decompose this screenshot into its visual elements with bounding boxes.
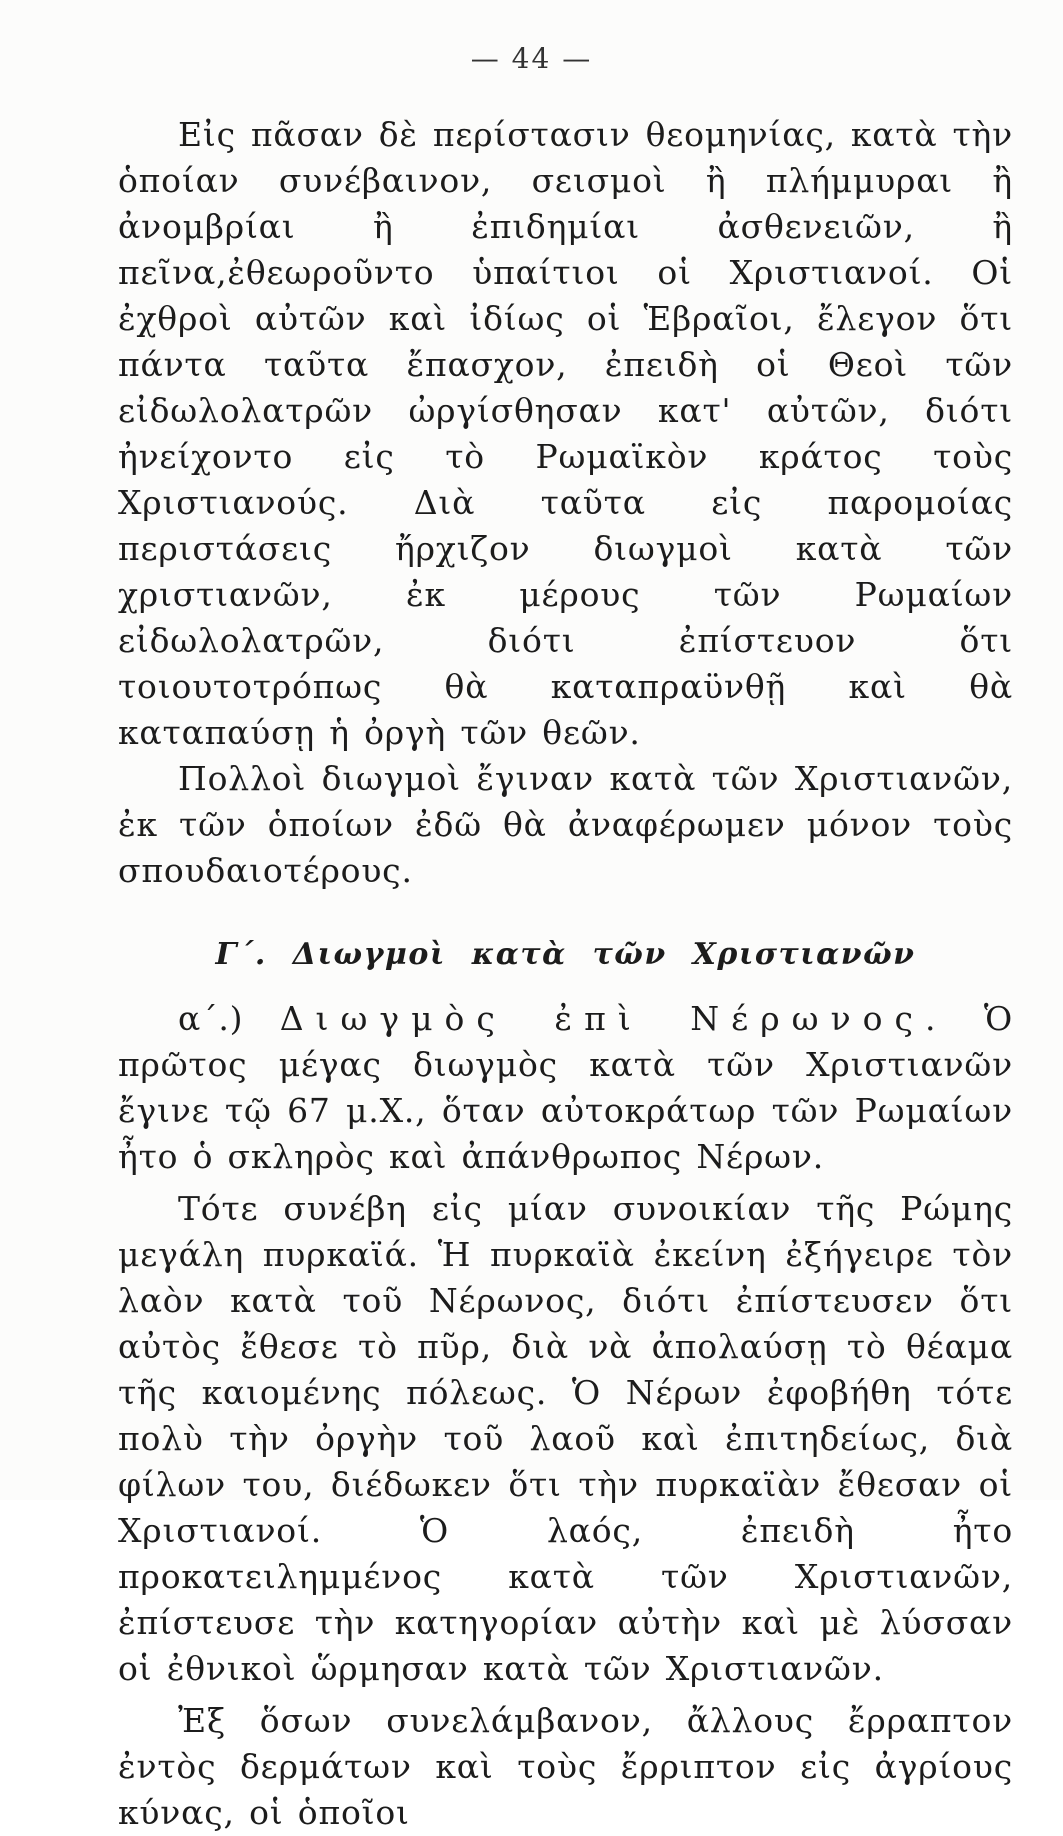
- subsection-title: Διωγμὸς ἐπὶ Νέρωνος.: [279, 999, 948, 1038]
- paragraph-3: [118, 996, 1013, 1180]
- body-text: [118, 112, 1013, 1836]
- paragraph-2: Πολλοὶ διωγμοὶ ἔγιναν κατὰ τῶν Χριστιανῶν, ἐκ τῶν ὁποίων ἐδῶ θὰ ἀναφέρωμεν μόνον τοὺς σπουδαιοτέρους.: [118, 759, 1013, 890]
- paragraph-1: Εἰς πᾶσαν δὲ περίστασιν θεομηνίας, κατὰ τὴν ὁποίαν συνέβαινον, σεισμοὶ ἢ πλήμμυραι ἢ ἀνομβρίαι ἢ ἐπιδημίαι ἀσθενειῶν, ἢ πεῖνα,ἐθεωροῦντο ὑπαίτιοι οἱ Χριστιανοί. Οἱ ἐχθροὶ αὐτῶν καὶ ἰδίως οἱ Ἑβραῖοι, ἔλεγον ὅτι πάντα ταῦτα ἔπασχον, ἐπειδὴ οἱ Θεοὶ τῶν εἰδωλολατρῶν ὠργίσθησαν κατ' αὐτῶν, διότι ἠνείχοντο εἰς τὸ Ρωμαϊκὸν κράτος τοὺς Χριστιανούς. Διὰ ταῦτα εἰς παρομοίας περιστάσεις ἤρχιζον διωγμοὶ κατὰ τῶν χριστιανῶν, ἐκ μέρους τῶν Ρωμαίων εἰδωλολατρῶν, διότι ἐπίστευον ὅτι τοιουτοτρόπως θὰ καταπραϋνθῇ καὶ θὰ καταπαύσῃ ἡ ὀργὴ τῶν θεῶν.: [118, 115, 1013, 752]
- section-heading: Γ΄. Διωγμοὶ κατὰ τῶν Χριστιανῶν: [215, 937, 916, 972]
- paragraph-5: Ἐξ ὅσων συνελάμβανον, ἄλλους ἔρραπτον ἐντὸς δερμάτων καὶ τοὺς ἔρριπτον εἰς ἀγρίους κύνας, οἱ ὁποῖοι: [118, 1701, 1013, 1832]
- page-number: — 44 —: [470, 42, 593, 75]
- subsection-label: α΄.): [178, 999, 244, 1038]
- paragraph-4: Τότε συνέβη εἰς μίαν συνοικίαν τῆς Ρώμης μεγάλη πυρκαϊά. Ἡ πυρκαϊὰ ἐκείνη ἐξήγειρε τὸν λαὸν κατὰ τοῦ Νέρωνος, διότι ἐπίστευσεν ὅτι αὐτὸς ἔθεσε τὸ πῦρ, διὰ νὰ ἀπολαύσῃ τὸ θέαμα τῆς καιομένης πόλεως. Ὁ Νέρων ἐφοβήθη τότε πολὺ τὴν ὀργὴν τοῦ λαοῦ καὶ ἐπιτηδείως, διὰ φίλων του, διέδωκεν ὅτι τὴν πυρκαϊὰν ἔθεσαν οἱ Χριστιανοί. Ὁ λαός, ἐπειδὴ ἦτο προκατειλημμένος κατὰ τῶν Χριστιανῶν, ἐπίστευσε τὴν κατηγορίαν αὐτὴν καὶ μὲ λύσσαν οἱ ἐθνικοὶ ὥρμησαν κατὰ τῶν Χριστιανῶν.: [118, 1189, 1013, 1688]
- paragraph-3-text: Ὁ πρῶτος μέγας διωγμὸς κατὰ τῶν Χριστιανῶν ἔγινε τῷ 67 μ.Χ., ὅταν αὐτοκράτωρ τῶν Ρωμαίων ἦτο ὁ σκληρὸς καὶ ἀπάνθρωπος Νέρων.: [118, 999, 1013, 1176]
